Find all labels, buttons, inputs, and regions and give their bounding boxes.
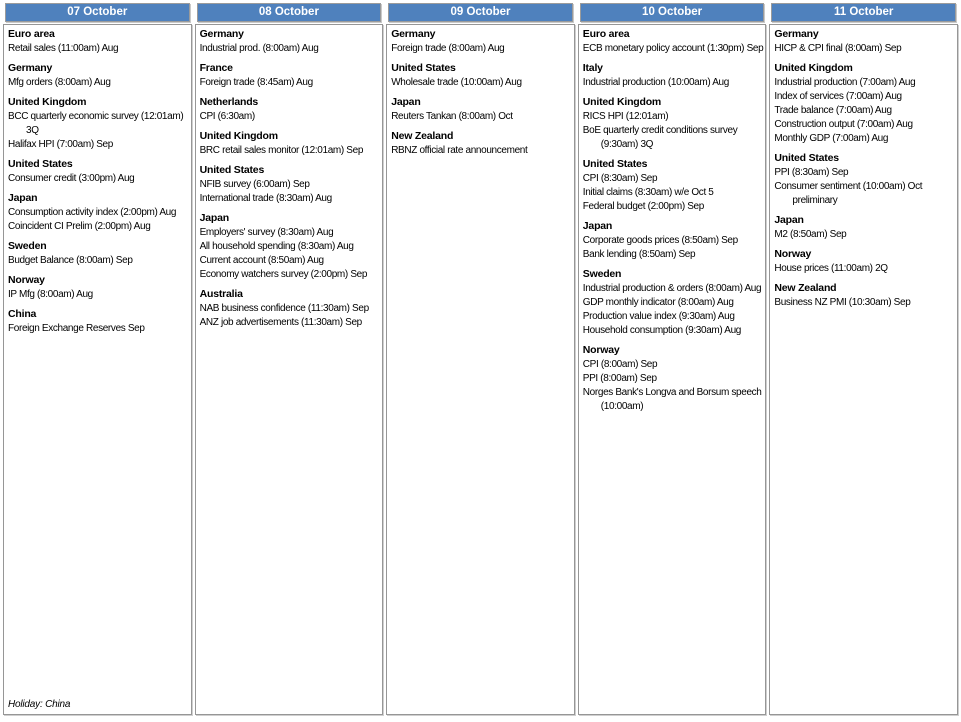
calendar-column: [3, 3, 192, 715]
country-name: United Kingdom: [199, 130, 278, 142]
event-entry: ECB monetary policy account (1:30pm) Sep: [582, 43, 764, 54]
column-body: [3, 24, 192, 715]
column-header-date: 09 October: [388, 3, 573, 22]
event-entry: CPI (6:30am): [199, 111, 255, 122]
country-name: Sweden: [8, 240, 47, 252]
event-entry: House prices (11:00am) 2Q: [774, 263, 888, 274]
event-entry: Industrial production (7:00am) Aug: [774, 77, 916, 88]
event-entry: CPI (8:30am) Sep: [582, 173, 658, 184]
event-entry: Retail sales (11:00am) Aug: [8, 43, 119, 54]
event-entry: Budget Balance (8:00am) Sep: [8, 255, 133, 266]
event-entry: Economy watchers survey (2:00pm) Sep: [199, 269, 368, 280]
country-group: [200, 124, 381, 158]
event-entry: Consumption activity index (2:00pm) Aug: [8, 207, 177, 218]
country-name: United Kingdom: [582, 96, 662, 108]
country-name: Germany: [774, 28, 819, 40]
event-entry: International trade (8:30am) Aug: [199, 193, 332, 204]
country-name: United Kingdom: [8, 96, 87, 108]
country-group: [8, 56, 189, 90]
event-entry: Reuters Tankan (8:00am) Oct: [391, 111, 513, 122]
event-entry: PPI (8:30am) Sep: [774, 167, 849, 178]
country-group: [583, 27, 764, 56]
calendar-column: [386, 3, 575, 715]
event-entry: HICP & CPI final (8:00am) Sep: [774, 43, 902, 54]
country-group: [774, 242, 955, 276]
country-name: Japan: [774, 214, 804, 226]
country-group: [200, 282, 381, 330]
event-entry: Bank lending (8:50am) Sep: [582, 249, 696, 260]
country-group: [8, 152, 189, 186]
country-group: [8, 302, 189, 336]
event-entry: Consumer credit (3:00pm) Aug: [8, 173, 135, 184]
country-name: Sweden: [582, 268, 622, 280]
event-entry: Mfg orders (8:00am) Aug: [8, 77, 111, 88]
country-name: Italy: [582, 62, 603, 74]
event-entry: Current account (8:50am) Aug: [199, 255, 324, 266]
event-entry: NAB business confidence (11:30am) Sep: [199, 303, 369, 314]
country-group: [774, 276, 955, 310]
event-entry: Industrial prod. (8:00am) Aug: [199, 43, 319, 54]
event-entry: Construction output (7:00am) Aug: [774, 119, 913, 130]
event-entry: All household spending (8:30am) Aug: [199, 241, 354, 252]
country-group: [391, 56, 572, 90]
country-group: [583, 56, 764, 90]
event-entry: Trade balance (7:00am) Aug: [774, 105, 892, 116]
country-group: [583, 90, 764, 152]
calendar-column: [769, 3, 958, 715]
event-entry: RICS HPI (12:01am): [582, 111, 669, 122]
country-name: Germany: [391, 28, 436, 40]
country-group: [8, 27, 189, 56]
country-name: Netherlands: [199, 96, 259, 108]
country-group: [200, 27, 381, 56]
country-name: United Kingdom: [774, 62, 853, 74]
event-entry: Norges Bank's Longva and Borsum speech (10:00am): [582, 387, 762, 412]
event-entry: BCC quarterly economic survey (12:01am) 3Q: [8, 111, 184, 136]
event-entry: Corporate goods prices (8:50am) Sep: [582, 235, 738, 246]
calendar-column: [195, 3, 384, 715]
country-group: [391, 124, 572, 158]
country-name: Germany: [199, 28, 244, 40]
country-group: [8, 186, 189, 234]
event-entry: Monthly GDP (7:00am) Aug: [774, 133, 889, 144]
event-entry: Household consumption (9:30am) Aug: [582, 325, 741, 336]
calendar-column: [578, 3, 767, 715]
country-name: Euro area: [582, 28, 630, 40]
country-name: Norway: [582, 344, 620, 356]
event-entry: BoE quarterly credit conditions survey (9:30am) 3Q: [582, 125, 738, 150]
column-body: [195, 24, 384, 715]
country-name: Japan: [8, 192, 38, 204]
event-entry: Business NZ PMI (10:30am) Sep: [774, 297, 911, 308]
economic-calendar: [3, 3, 958, 715]
column-body: [386, 24, 575, 715]
event-entry: Foreign Exchange Reserves Sep: [8, 323, 145, 334]
event-entry: PPI (8:00am) Sep: [582, 373, 657, 384]
country-name: United States: [582, 158, 648, 170]
event-entry: Industrial production & orders (8:00am) Aug: [582, 283, 762, 294]
event-entry: Wholesale trade (10:00am) Aug: [391, 77, 522, 88]
country-name: United States: [774, 152, 839, 164]
event-entry: Initial claims (8:30am) w/e Oct 5: [582, 187, 714, 198]
country-group: [8, 90, 189, 152]
country-name: New Zealand: [391, 130, 454, 142]
country-name: Euro area: [8, 28, 55, 40]
country-group: [583, 214, 764, 262]
country-name: Australia: [199, 288, 243, 300]
country-group: [200, 206, 381, 282]
country-group: [774, 56, 955, 146]
event-entry: Foreign trade (8:00am) Aug: [391, 43, 505, 54]
country-group: [583, 338, 764, 414]
column-body: [578, 24, 767, 715]
country-group: [774, 208, 955, 242]
country-group: [200, 158, 381, 206]
country-name: United States: [8, 158, 73, 170]
country-name: China: [8, 308, 37, 320]
event-entry: BRC retail sales monitor (12:01am) Sep: [199, 145, 364, 156]
country-name: Germany: [8, 62, 53, 74]
country-group: [391, 27, 572, 56]
event-entry: Coincident CI Prelim (2:00pm) Aug: [8, 221, 151, 232]
event-entry: Consumer sentiment (10:00am) Oct preliminary: [774, 181, 923, 206]
country-group: [774, 146, 955, 208]
event-entry: CPI (8:00am) Sep: [582, 359, 658, 370]
event-entry: NFIB survey (6:00am) Sep: [199, 179, 310, 190]
event-entry: GDP monthly indicator (8:00am) Aug: [582, 297, 734, 308]
column-header-date: 11 October: [771, 3, 956, 22]
event-entry: Industrial production (10:00am) Aug: [582, 77, 729, 88]
event-entry: Foreign trade (8:45am) Aug: [199, 77, 313, 88]
event-entry: IP Mfg (8:00am) Aug: [8, 289, 93, 300]
country-group: [774, 27, 955, 56]
country-name: Norway: [8, 274, 45, 286]
column-header-date: 08 October: [197, 3, 382, 22]
event-entry: ANZ job advertisements (11:30am) Sep: [199, 317, 362, 328]
event-entry: M2 (8:50am) Sep: [774, 229, 847, 240]
country-name: Japan: [199, 212, 229, 224]
event-entry: RBNZ official rate announcement: [391, 145, 528, 156]
country-group: [583, 262, 764, 338]
country-group: [8, 234, 189, 268]
country-name: France: [199, 62, 233, 74]
country-name: United States: [391, 62, 456, 74]
event-entry: Employers' survey (8:30am) Aug: [199, 227, 334, 238]
country-name: United States: [199, 164, 265, 176]
country-name: New Zealand: [774, 282, 837, 294]
country-name: Japan: [391, 96, 421, 108]
column-body: [769, 24, 958, 715]
event-entry: Production value index (9:30am) Aug: [582, 311, 735, 322]
country-group: [200, 56, 381, 90]
country-group: [391, 90, 572, 124]
country-name: Japan: [582, 220, 613, 232]
column-header-date: 10 October: [580, 3, 765, 22]
event-entry: Federal budget (2:00pm) Sep: [582, 201, 704, 212]
column-header-date: 07 October: [5, 3, 190, 22]
event-entry: Index of services (7:00am) Aug: [774, 91, 902, 102]
holiday-note: Holiday: China: [8, 699, 71, 710]
event-entry: Halifax HPI (7:00am) Sep: [8, 139, 113, 150]
country-group: [200, 90, 381, 124]
country-name: Norway: [774, 248, 812, 260]
country-group: [583, 152, 764, 214]
country-group: [8, 268, 189, 302]
